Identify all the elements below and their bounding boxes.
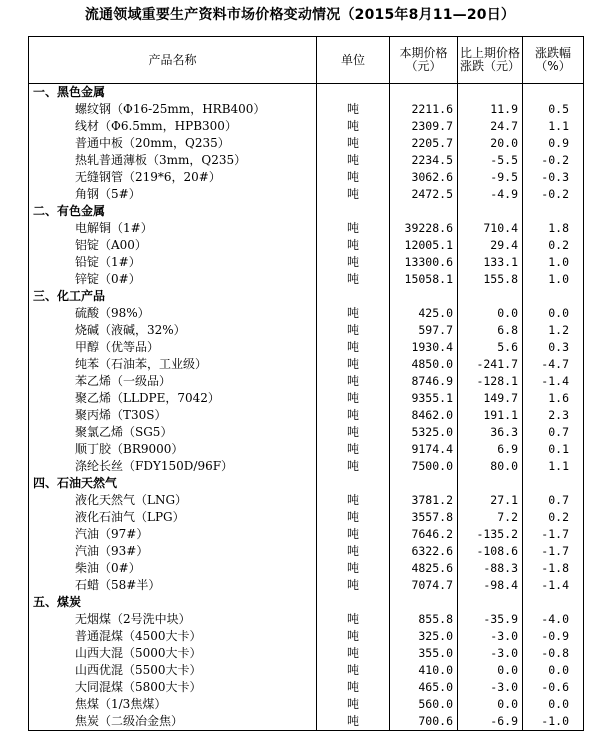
change-cell: -108.6	[458, 543, 523, 560]
product-name-cell: 焦煤（1/3焦煤）	[29, 696, 317, 713]
change-cell: -4.9	[458, 186, 523, 203]
price-cell: 1930.4	[390, 339, 458, 356]
price-cell: 855.8	[390, 611, 458, 628]
unit-cell: 吨	[317, 577, 390, 594]
product-name-cell: 螺纹钢（Φ16-25mm，HRB400）	[29, 101, 317, 118]
table-row	[29, 101, 584, 118]
table-row	[29, 458, 584, 475]
table-row	[29, 271, 584, 288]
product-name-cell: 线材（Φ6.5mm，HPB300）	[29, 118, 317, 135]
price-cell: 9174.4	[390, 441, 458, 458]
percent-cell: -1.4	[523, 373, 584, 390]
change-cell: -128.1	[458, 373, 523, 390]
price-cell: 465.0	[390, 679, 458, 696]
change-cell: 11.9	[458, 101, 523, 118]
table-row	[29, 713, 584, 731]
price-cell: 6322.6	[390, 543, 458, 560]
percent-cell: -1.0	[523, 713, 584, 731]
percent-cell: 0.3	[523, 339, 584, 356]
table-row	[29, 492, 584, 509]
product-name-cell: 山西优混（5500大卡）	[29, 662, 317, 679]
table-row	[29, 339, 584, 356]
unit-cell	[317, 475, 390, 492]
price-cell: 39228.6	[390, 220, 458, 237]
unit-cell: 吨	[317, 322, 390, 339]
price-cell: 325.0	[390, 628, 458, 645]
header-current-price: 本期价格（元）	[390, 37, 458, 84]
product-name-cell: 四、石油天然气	[29, 475, 317, 492]
table-row	[29, 526, 584, 543]
percent-cell: 0.5	[523, 101, 584, 118]
product-name-cell: 热轧普通薄板（3mm，Q235）	[29, 152, 317, 169]
percent-cell: 1.1	[523, 458, 584, 475]
price-cell: 4850.0	[390, 356, 458, 373]
change-cell: 0.0	[458, 696, 523, 713]
percent-cell	[523, 84, 584, 102]
change-cell: 155.8	[458, 271, 523, 288]
product-name-cell: 无烟煤（2号洗中块）	[29, 611, 317, 628]
unit-cell: 吨	[317, 271, 390, 288]
table-row	[29, 560, 584, 577]
percent-cell: -0.8	[523, 645, 584, 662]
product-name-cell: 顺丁胶（BR9000）	[29, 441, 317, 458]
price-cell: 3557.8	[390, 509, 458, 526]
change-cell	[458, 203, 523, 220]
unit-cell: 吨	[317, 543, 390, 560]
price-cell: 8746.9	[390, 373, 458, 390]
percent-cell: 0.7	[523, 492, 584, 509]
product-name-cell: 石蜡（58#半）	[29, 577, 317, 594]
price-cell: 2472.5	[390, 186, 458, 203]
change-cell: -98.4	[458, 577, 523, 594]
change-cell: -9.5	[458, 169, 523, 186]
table-row	[29, 441, 584, 458]
change-cell: -88.3	[458, 560, 523, 577]
percent-cell: -1.7	[523, 543, 584, 560]
percent-cell: 0.2	[523, 237, 584, 254]
product-name-cell: 汽油（93#）	[29, 543, 317, 560]
price-cell: 425.0	[390, 305, 458, 322]
percent-cell: -0.2	[523, 186, 584, 203]
price-cell	[390, 594, 458, 611]
category-row	[29, 475, 584, 492]
unit-cell: 吨	[317, 509, 390, 526]
price-cell: 7500.0	[390, 458, 458, 475]
unit-cell: 吨	[317, 101, 390, 118]
price-cell: 2211.6	[390, 101, 458, 118]
change-cell: -3.0	[458, 628, 523, 645]
product-name-cell: 普通混煤（4500大卡）	[29, 628, 317, 645]
table-row	[29, 509, 584, 526]
change-cell: 80.0	[458, 458, 523, 475]
table-row	[29, 305, 584, 322]
price-cell: 7646.2	[390, 526, 458, 543]
product-name-cell: 焦炭（二级冶金焦）	[29, 713, 317, 731]
unit-cell: 吨	[317, 135, 390, 152]
price-cell: 15058.1	[390, 271, 458, 288]
table-row	[29, 356, 584, 373]
percent-cell: -1.7	[523, 526, 584, 543]
percent-cell: -1.4	[523, 577, 584, 594]
change-cell: 24.7	[458, 118, 523, 135]
category-row	[29, 84, 584, 102]
price-cell: 597.7	[390, 322, 458, 339]
percent-cell: 1.2	[523, 322, 584, 339]
change-cell: 133.1	[458, 254, 523, 271]
price-cell	[390, 288, 458, 305]
unit-cell: 吨	[317, 526, 390, 543]
unit-cell	[317, 288, 390, 305]
price-cell	[390, 84, 458, 102]
unit-cell: 吨	[317, 390, 390, 407]
unit-cell: 吨	[317, 339, 390, 356]
table-row	[29, 254, 584, 271]
unit-cell	[317, 594, 390, 611]
change-cell: 6.8	[458, 322, 523, 339]
table-row	[29, 662, 584, 679]
table-row	[29, 169, 584, 186]
product-name-cell: 二、有色金属	[29, 203, 317, 220]
unit-cell: 吨	[317, 152, 390, 169]
product-name-cell: 一、黑色金属	[29, 84, 317, 102]
price-cell: 2205.7	[390, 135, 458, 152]
price-cell: 560.0	[390, 696, 458, 713]
percent-cell: -0.3	[523, 169, 584, 186]
header-change-percent: 涨跌幅（%）	[523, 37, 584, 84]
table-row	[29, 186, 584, 203]
price-cell: 2309.7	[390, 118, 458, 135]
percent-cell: 0.9	[523, 135, 584, 152]
percent-cell: 0.0	[523, 696, 584, 713]
unit-cell: 吨	[317, 373, 390, 390]
category-row	[29, 203, 584, 220]
unit-cell: 吨	[317, 679, 390, 696]
percent-cell: 1.0	[523, 271, 584, 288]
change-cell: 29.4	[458, 237, 523, 254]
product-name-cell: 铝锭（A00）	[29, 237, 317, 254]
change-cell: -135.2	[458, 526, 523, 543]
table-row	[29, 679, 584, 696]
table-row	[29, 543, 584, 560]
table-row	[29, 628, 584, 645]
change-cell: 149.7	[458, 390, 523, 407]
change-cell: 6.9	[458, 441, 523, 458]
table-row	[29, 322, 584, 339]
percent-cell: -4.0	[523, 611, 584, 628]
percent-cell: 0.2	[523, 509, 584, 526]
unit-cell	[317, 203, 390, 220]
unit-cell: 吨	[317, 628, 390, 645]
change-cell	[458, 594, 523, 611]
percent-cell: -4.7	[523, 356, 584, 373]
percent-cell: -0.9	[523, 628, 584, 645]
percent-cell: 1.0	[523, 254, 584, 271]
product-name-cell: 硫酸（98%）	[29, 305, 317, 322]
percent-cell: 1.1	[523, 118, 584, 135]
table-row	[29, 152, 584, 169]
change-cell: -5.5	[458, 152, 523, 169]
product-name-cell: 普通中板（20mm，Q235）	[29, 135, 317, 152]
unit-cell: 吨	[317, 611, 390, 628]
change-cell: 27.1	[458, 492, 523, 509]
table-row	[29, 696, 584, 713]
price-cell: 12005.1	[390, 237, 458, 254]
product-name-cell: 铅锭（1#）	[29, 254, 317, 271]
product-name-cell: 聚丙烯（T30S）	[29, 407, 317, 424]
percent-cell: -1.8	[523, 560, 584, 577]
price-cell: 2234.5	[390, 152, 458, 169]
price-cell: 410.0	[390, 662, 458, 679]
percent-cell: 1.6	[523, 390, 584, 407]
price-cell: 4825.6	[390, 560, 458, 577]
percent-cell	[523, 288, 584, 305]
product-name-cell: 纯苯（石油苯，工业级）	[29, 356, 317, 373]
change-cell	[458, 288, 523, 305]
percent-cell: -0.6	[523, 679, 584, 696]
price-cell: 355.0	[390, 645, 458, 662]
product-name-cell: 电解铜（1#）	[29, 220, 317, 237]
product-name-cell: 液化石油气（LPG）	[29, 509, 317, 526]
unit-cell: 吨	[317, 407, 390, 424]
change-cell: 0.0	[458, 305, 523, 322]
unit-cell: 吨	[317, 492, 390, 509]
product-name-cell: 苯乙烯（一级品）	[29, 373, 317, 390]
price-cell: 9355.1	[390, 390, 458, 407]
price-cell: 3062.6	[390, 169, 458, 186]
percent-cell	[523, 594, 584, 611]
product-name-cell: 聚氯乙烯（SG5）	[29, 424, 317, 441]
header-product-name: 产品名称	[29, 37, 317, 84]
unit-cell: 吨	[317, 696, 390, 713]
unit-cell: 吨	[317, 305, 390, 322]
product-name-cell: 无缝钢管（219*6，20#）	[29, 169, 317, 186]
change-cell: 710.4	[458, 220, 523, 237]
product-name-cell: 山西大混（5000大卡）	[29, 645, 317, 662]
unit-cell: 吨	[317, 118, 390, 135]
change-cell	[458, 84, 523, 102]
table-row	[29, 220, 584, 237]
change-cell: -6.9	[458, 713, 523, 731]
percent-cell: 0.7	[523, 424, 584, 441]
unit-cell: 吨	[317, 424, 390, 441]
price-cell	[390, 475, 458, 492]
unit-cell: 吨	[317, 169, 390, 186]
percent-cell: 0.0	[523, 662, 584, 679]
page-title: 流通领域重要生产资料市场价格变动情况（2015年8月11—20日）	[84, 7, 516, 23]
unit-cell: 吨	[317, 237, 390, 254]
change-cell: 191.1	[458, 407, 523, 424]
product-name-cell: 角钢（5#）	[29, 186, 317, 203]
table-body	[29, 84, 584, 731]
change-cell: -3.0	[458, 679, 523, 696]
table-row	[29, 237, 584, 254]
percent-cell	[523, 203, 584, 220]
unit-cell: 吨	[317, 560, 390, 577]
product-name-cell: 大同混煤（5800大卡）	[29, 679, 317, 696]
table-row	[29, 577, 584, 594]
product-name-cell: 涤纶长丝（FDY150D/96F）	[29, 458, 317, 475]
table-row	[29, 407, 584, 424]
category-row	[29, 594, 584, 611]
change-cell: -241.7	[458, 356, 523, 373]
change-cell: 20.0	[458, 135, 523, 152]
change-cell: 7.2	[458, 509, 523, 526]
change-cell: 36.3	[458, 424, 523, 441]
percent-cell: 0.0	[523, 305, 584, 322]
unit-cell: 吨	[317, 441, 390, 458]
header-unit: 单位	[317, 37, 390, 84]
unit-cell: 吨	[317, 713, 390, 731]
table-row	[29, 390, 584, 407]
product-name-cell: 五、煤炭	[29, 594, 317, 611]
price-table	[28, 36, 584, 731]
price-cell: 8462.0	[390, 407, 458, 424]
product-name-cell: 液化天然气（LNG）	[29, 492, 317, 509]
product-name-cell: 三、化工产品	[29, 288, 317, 305]
percent-cell: 2.3	[523, 407, 584, 424]
price-cell: 13300.6	[390, 254, 458, 271]
product-name-cell: 锌锭（0#）	[29, 271, 317, 288]
table-row	[29, 645, 584, 662]
table-row	[29, 611, 584, 628]
unit-cell: 吨	[317, 662, 390, 679]
unit-cell: 吨	[317, 220, 390, 237]
percent-cell: 1.8	[523, 220, 584, 237]
percent-cell: 0.1	[523, 441, 584, 458]
change-cell: 5.6	[458, 339, 523, 356]
unit-cell: 吨	[317, 356, 390, 373]
change-cell	[458, 475, 523, 492]
header-price-change: 比上期价格涨跌（元）	[458, 37, 523, 84]
percent-cell	[523, 475, 584, 492]
category-row	[29, 288, 584, 305]
price-cell: 3781.2	[390, 492, 458, 509]
unit-cell: 吨	[317, 458, 390, 475]
product-name-cell: 汽油（97#）	[29, 526, 317, 543]
product-name-cell: 柴油（0#）	[29, 560, 317, 577]
price-cell: 5325.0	[390, 424, 458, 441]
change-cell: -35.9	[458, 611, 523, 628]
unit-cell	[317, 84, 390, 102]
table-row	[29, 135, 584, 152]
table-row	[29, 373, 584, 390]
table-row	[29, 118, 584, 135]
price-cell: 7074.7	[390, 577, 458, 594]
table-header	[29, 37, 584, 84]
price-cell: 700.6	[390, 713, 458, 731]
product-name-cell: 烧碱（液碱，32%）	[29, 322, 317, 339]
price-cell	[390, 203, 458, 220]
percent-cell: -0.2	[523, 152, 584, 169]
unit-cell: 吨	[317, 254, 390, 271]
change-cell: 0.0	[458, 662, 523, 679]
unit-cell: 吨	[317, 186, 390, 203]
product-name-cell: 聚乙烯（LLDPE，7042）	[29, 390, 317, 407]
unit-cell: 吨	[317, 645, 390, 662]
change-cell: -3.0	[458, 645, 523, 662]
table-row	[29, 424, 584, 441]
product-name-cell: 甲醇（优等品）	[29, 339, 317, 356]
